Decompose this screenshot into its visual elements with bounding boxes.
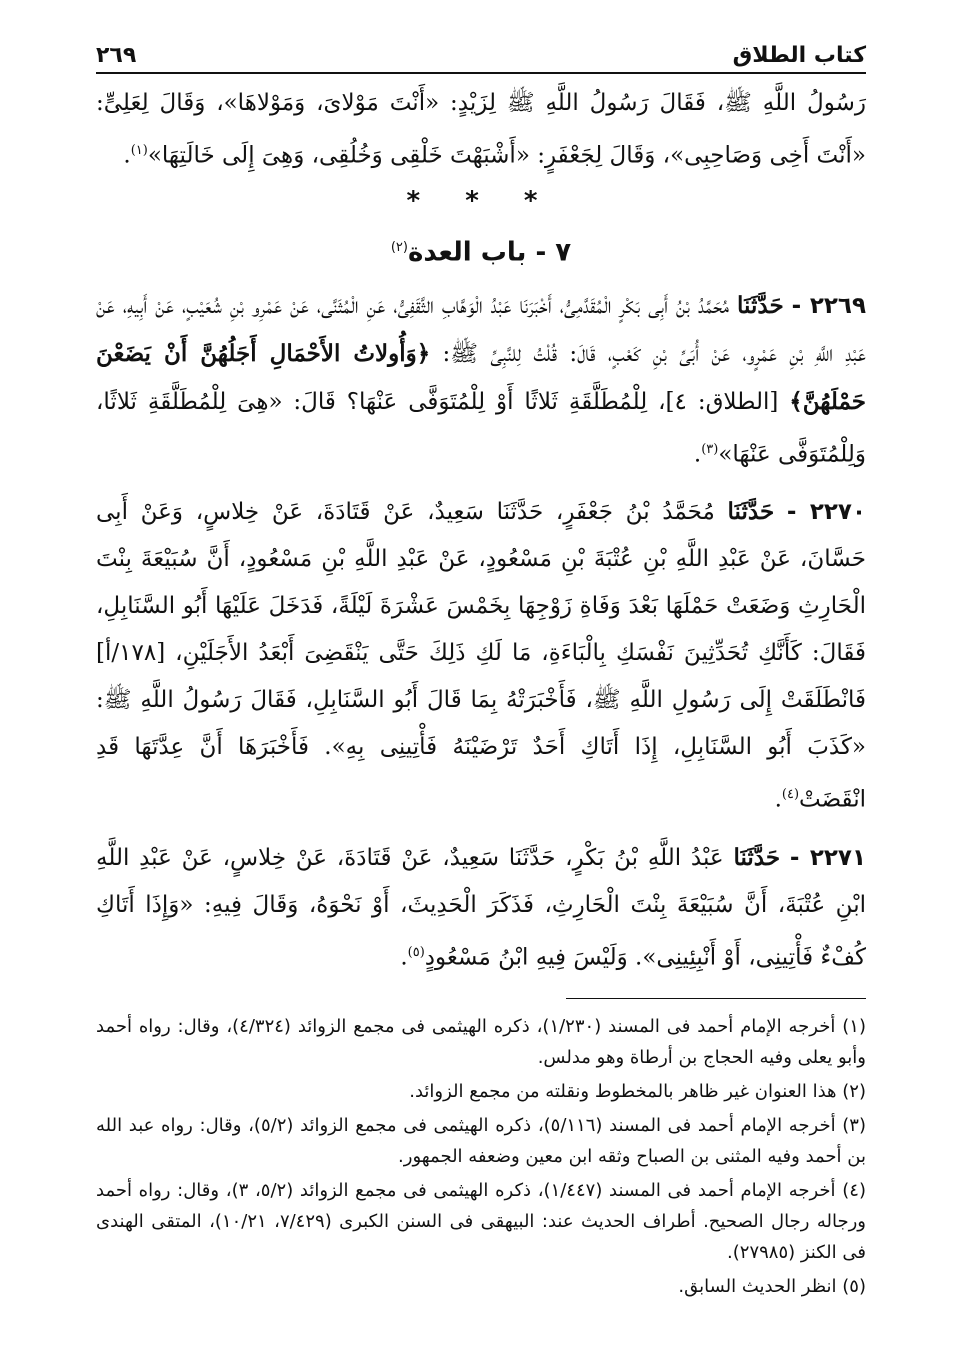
footnote-ref: (٥) [407, 944, 425, 960]
footnote-text: أخرجه الإمام أحمد فى المسند (١/٤٤٧)، ذكره الهيثمى فى مجمع الزوائد (٥/٢، ٣)، وقال: رواه أحمد ورجاله رجال الصحيح. أطراف الحديث عند: البيهقى فى السنن الكبرى (٧/٤٢٩، ١٠/٢١)، المتقى الهندى فى الكنز (٢٧٩٨٥). [96, 1179, 866, 1263]
book-page [96, 30, 866, 1305]
hadith-2270 [96, 488, 866, 824]
section-separator: * * * [406, 185, 556, 216]
hadith-end: . [400, 944, 408, 971]
footnote-divider [566, 998, 866, 999]
page-header [96, 30, 866, 74]
intro-paragraph: رَسُولُ اللَّهِ ﷺ، فَقَالَ رَسُولُ اللَّهِ ﷺ لِزَيْدٍ: «أَنْتَ مَوْلاىَ، وَمَوْلاهَا»، وَقَالَ لِعَلِىٍّ: «أَنْتَ أَخِى وَصَاحِبِى»، وَقَالَ لِجَعْفَرٍ: «أَشْبَهْتَ خَلْقِى وَخُلُقِى، وَهِىَ إِلَى خَالَتِهَا»$^{(١)}$. [96, 90, 866, 169]
footnote-ref: (٢) [390, 239, 408, 255]
quran-verse: ﴿وَأُولاتُ الأَحْمَالِ أَجَلُهُنَّ أَنْ يَضَعْنَ حَمْلَهُنَّ﴾ [96, 339, 867, 415]
hadith-text: عَبْدُ اللَّهِ بْنُ بَكْرٍ، حَدَّثَنَا سَعِيدٌ، عَنْ قَتَادَةَ، عَنْ خِلاسٍ، عَنْ عَبْدِ اللَّهِ ابْنِ عُتْبَةَ، أَنَّ سُبَيْعَةَ بِنْتَ الْحَارِثِ، فَذَكَرَ الْحَدِيثَ، أَوْ نَحْوَهُ، وَقَالَ فِيهِ: «وَإِذَا أَتَاكِ كُفْءٌ فَأْتِينِى، أَوْ أَنْبِئِينِى». وَلَيْسَ فِيهِ ابْنُ مَسْعُودٍ [96, 844, 866, 971]
footnote-ref: (١) [130, 143, 148, 158]
hadith-number: ٢٢٧٠ - [786, 499, 866, 526]
footnotes [96, 1011, 866, 1302]
footnote-1 [96, 1011, 866, 1073]
footnote-text: انظر الحديث السابق. [678, 1275, 837, 1297]
hadith-lead: حَدَّثَنَا [733, 843, 781, 871]
footnote-3 [96, 1110, 866, 1172]
footnote-2 [96, 1076, 866, 1107]
hadith-text-continued: [الطلاق: ٤]، لِلْمُطَلَّقَةِ ثَلاثًا أَوْ لِلْمُتَوَفَّى عَنْهَا؟ قَالَ: «هِىَ لِلْمُطَلَّقَةِ ثَلاثًا، وَلِلْمُتَوَفَّى عَنْهَا» [96, 388, 866, 468]
hadith-number: ٢٢٦٩ - [791, 292, 867, 319]
page-number: ٢٦٩ [96, 43, 137, 68]
hadith-end: . [774, 786, 782, 813]
hadith-2271 [96, 834, 866, 982]
footnote-text: هذا العنوان غير ظاهر بالمخطوط ونقلته من مجمع الزوائد. [409, 1080, 837, 1102]
running-title: كتاب الطلاق [732, 43, 866, 68]
footnote-number: (٥) [842, 1275, 866, 1297]
chapter-title: ٧ - باب العدة [407, 237, 572, 268]
footnote-5 [96, 1271, 866, 1302]
hadith-lead: حَدَّثَنَا [727, 498, 775, 526]
footnote-number: (٣) [842, 1114, 866, 1136]
footnote-text: أخرجه الإمام أحمد فى المسند (٥/١١٦)، ذكره الهيثمى فى مجمع الزوائد (٥/٢)، وقال: رواه عبد الله بن أحمد وفيه المثنى بن الصباح وثقه ابن معين وضعفه الجمهور. [96, 1114, 866, 1167]
footnote-number: (١) [842, 1015, 866, 1037]
footnote-number: (٢) [842, 1080, 866, 1102]
footnote-ref: (٤) [781, 787, 800, 803]
hadith-lead: حَدَّثَنَا [737, 291, 784, 319]
footnote-text: أخرجه الإمام أحمد فى المسند (١/٢٣٠)، ذكره الهيثمى فى مجمع الزوائد (٤/٣٢٤)، وقال: رواه أحمد وأبو يعلى وفيه الحجاج بن أرطاة وهو مدلس. [96, 1015, 866, 1068]
footnote-ref: (٣) [701, 441, 719, 457]
hadith-text: مُحَمَّدُ بْنُ جَعْفَرٍ، حَدَّثَنَا سَعِيدٌ، عَنْ قَتَادَةَ، عَنْ خِلاسٍ، وَعَنْ أَبِى حَسَّانَ، عَنْ عَبْدِ اللَّهِ بْنِ عُتْبَةَ بْنِ مَسْعُودٍ، عَنْ عَبْدِ اللَّهِ بْنِ مَسْعُودٍ، أَنَّ سُبَيْعَةَ بِنْتَ الْحَارِثِ وَضَعَتْ حَمْلَهَا بَعْدَ وَفَاةِ زَوْجِهَا بِخَمْسَ عَشْرَةَ لَيْلَةً، فَدَخَلَ عَلَيْهَا أَبُو السَّنَابِلِ، فَقَالَ: كَأَنَّكِ تُحَدِّثِينَ نَفْسَكِ بِالْبَاءَةِ، مَا لَكِ ذَلِكَ حَتَّى يَنْقَضِىَ أَبْعَدُ الأَجَلَيْنِ، [١٧٨/أ] فَانْطَلَقَتْ إِلَى رَسُولِ اللَّهِ ﷺ، فَأَخْبَرَتْهُ بِمَا قَالَ أَبُو السَّنَابِلِ، فَقَالَ رَسُولُ اللَّهِ ﷺ: «كَذَبَ أَبُو السَّنَابِلِ، إِذَا أَتَاكِ أَحَدٌ تَرْضَيْنَهُ فَأْتِينِى بِهِ». فَأَخْبَرَهَا أَنَّ عِدَّتَهَا قَدِ انْقَضَتْ [96, 499, 866, 813]
hadith-text: مُحَمَّدُ بْنُ أَبِى بَكْرٍ الْمُقَدَّمِىُّ، أَخْبَرَنَا عَبْدُ الْوَهَّابِ الثَّقَفِىُّ، عَنِ الْمُثَنَّى، عَنْ عَمْرِو بْنِ شُعَيْبٍ، عَنْ أَبِيهِ، عَنْ عَبْدِ اللَّهِ بْنِ عَمْرٍو، عَنْ أُبَىِّ بْنِ كَعْبٍ، قَالَ: قُلْتُ لِلنَّبِىِّ ﷺ: [96, 292, 867, 367]
hadith-2269 [96, 282, 866, 479]
footnote-number: (٤) [842, 1179, 866, 1201]
chapter-heading [96, 224, 866, 272]
footnote-4 [96, 1175, 866, 1268]
hadith-number: ٢٢٧١ - [789, 844, 867, 871]
hadith-end: . [693, 441, 702, 468]
intro-text: رَسُولُ اللَّهِ ﷺ، فَقَالَ رَسُولُ اللَّهِ ﷺ لِزَيْدٍ: «أَنْتَ مَوْلاىَ، وَمَوْلاهَا»، وَقَالَ لِعَلِىٍّ: «أَنْتَ أَخِى وَصَاحِبِى»، وَقَالَ لِجَعْفَرٍ: «أَشْبَهْتَ خَلْقِى وَخُلُقِى، وَهِىَ إِلَى خَالَتِهَا» [96, 90, 866, 169]
